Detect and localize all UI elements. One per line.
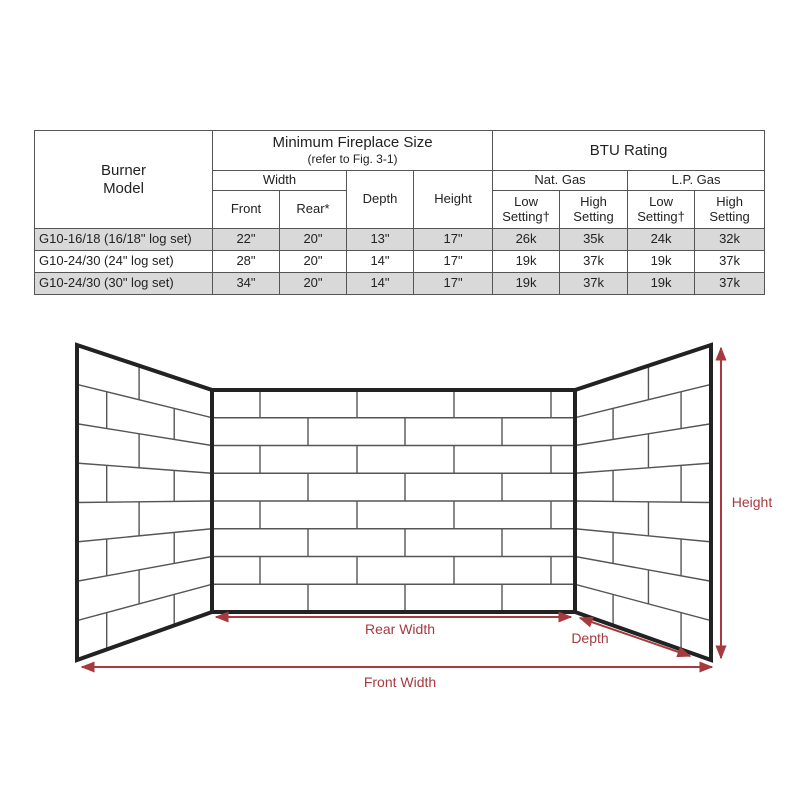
nat-low-cell: 26k: [493, 229, 560, 251]
fireplace-size-table: [34, 130, 765, 295]
lp-high-cell: 37k: [695, 251, 765, 273]
rear-wall-bricks: [212, 390, 575, 612]
nat-high-cell: 37k: [560, 251, 628, 273]
width-header: Width: [213, 171, 347, 191]
height-cell: 17": [414, 229, 493, 251]
front-cell: 22": [213, 229, 280, 251]
depth-header: Depth: [347, 171, 414, 229]
brick-joint: [77, 501, 212, 503]
min-size-subheader: (refer to Fig. 3-1): [307, 151, 398, 166]
nat-high-cell: 37k: [560, 273, 628, 295]
brick-joint: [575, 529, 711, 542]
model-cell: G10-24/30 (24" log set): [35, 251, 213, 273]
brick-joint: [575, 384, 711, 417]
rear-cell: 20": [280, 251, 347, 273]
lp-high-cell: 32k: [695, 229, 765, 251]
height-cell: 17": [414, 273, 493, 295]
brick-joint: [77, 529, 212, 542]
front-cell: 34": [213, 273, 280, 295]
model-cell: G10-24/30 (30" log set): [35, 273, 213, 295]
left-wall-bricks: [77, 366, 212, 650]
brick-joint: [77, 557, 212, 582]
burner-model-header: Burner Model: [35, 131, 213, 229]
brick-joint: [77, 424, 212, 446]
btu-rating-header: BTU Rating: [493, 131, 765, 171]
front-cell: 28": [213, 251, 280, 273]
lp-gas-header: L.P. Gas: [628, 171, 765, 191]
brick-joint: [575, 501, 711, 503]
right-wall-bricks: [575, 366, 711, 650]
brick-joint: [575, 557, 711, 582]
rear-width-label: Rear Width: [364, 621, 436, 637]
table-row: [35, 229, 765, 251]
height-cell: 17": [414, 251, 493, 273]
rear-cell: 20": [280, 273, 347, 295]
nat-gas-header: Nat. Gas: [493, 171, 628, 191]
front-width-label: Front Width: [363, 674, 437, 690]
depth-cell: 13": [347, 229, 414, 251]
nat-low-cell: 19k: [493, 251, 560, 273]
lp-low-setting-header: Low Setting†: [628, 191, 695, 229]
rear-cell: 20": [280, 229, 347, 251]
lp-low-cell: 19k: [628, 273, 695, 295]
nat-low-setting-header: Low Setting†: [493, 191, 560, 229]
firebox-outline: [77, 345, 711, 660]
nat-high-cell: 35k: [560, 229, 628, 251]
brick-joint: [575, 584, 711, 620]
brick-joint: [77, 384, 212, 417]
min-size-header: Minimum Fireplace Size (refer to Fig. 3-1): [213, 131, 493, 171]
table-row: [35, 273, 765, 295]
nat-low-cell: 19k: [493, 273, 560, 295]
height-header: Height: [414, 171, 493, 229]
rear-header: Rear*: [280, 191, 347, 229]
nat-high-setting-header: High Setting: [560, 191, 628, 229]
table-row: [35, 251, 765, 273]
brick-joint: [77, 584, 212, 620]
lp-low-cell: 24k: [628, 229, 695, 251]
brick-joint: [77, 463, 212, 473]
depth-label: Depth: [571, 630, 609, 646]
lp-high-cell: 37k: [695, 273, 765, 295]
brick-joint: [575, 463, 711, 473]
brick-joint: [575, 424, 711, 446]
front-header: Front: [213, 191, 280, 229]
lp-high-setting-header: High Setting: [695, 191, 765, 229]
fireplace-diagram: [0, 320, 800, 700]
lp-low-cell: 19k: [628, 251, 695, 273]
depth-cell: 14": [347, 251, 414, 273]
model-cell: G10-16/18 (16/18" log set): [35, 229, 213, 251]
height-label: Height: [731, 494, 773, 510]
depth-cell: 14": [347, 273, 414, 295]
